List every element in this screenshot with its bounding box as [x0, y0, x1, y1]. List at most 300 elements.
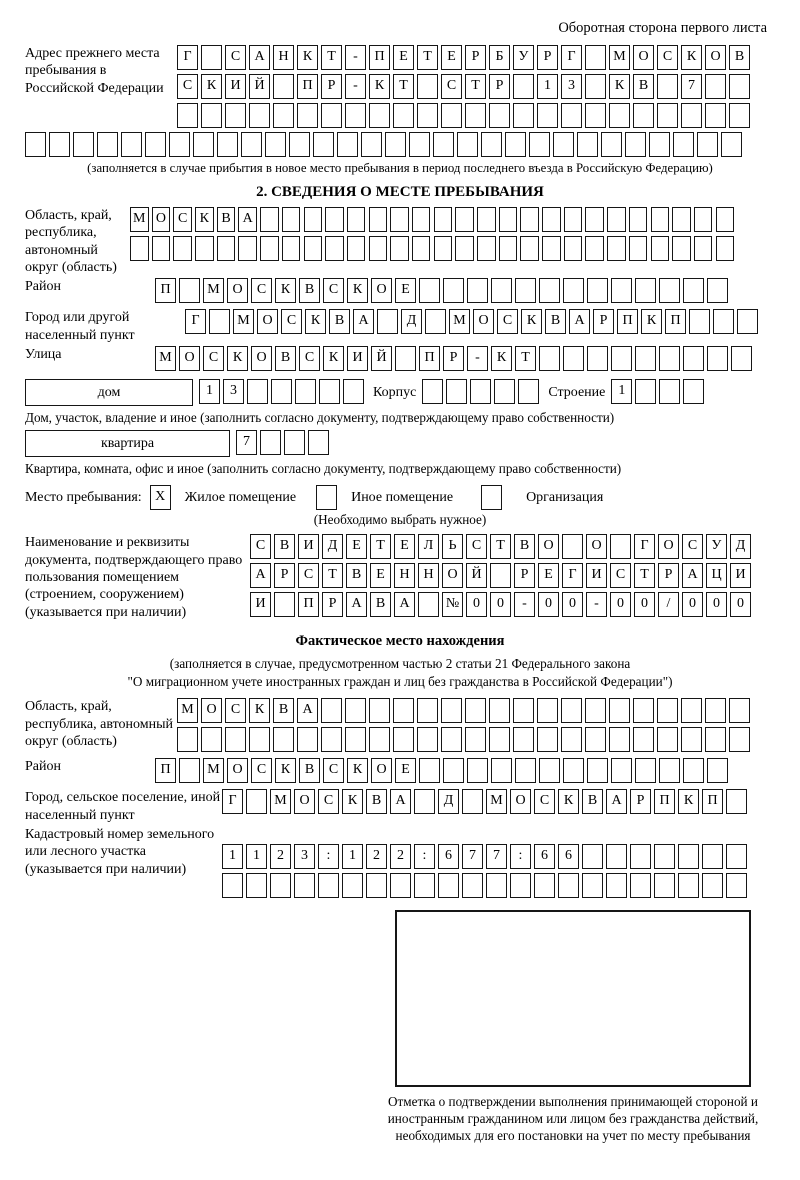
char-box[interactable]: С — [251, 758, 272, 783]
char-box[interactable] — [513, 698, 534, 723]
char-box[interactable] — [297, 727, 318, 752]
char-box[interactable]: 0 — [682, 592, 703, 617]
char-box[interactable]: Б — [489, 45, 510, 70]
char-box[interactable] — [563, 346, 584, 371]
char-box[interactable] — [683, 379, 704, 404]
char-box[interactable]: Р — [658, 563, 679, 588]
char-box[interactable] — [585, 236, 604, 261]
char-box[interactable]: А — [346, 592, 367, 617]
char-box[interactable] — [443, 278, 464, 303]
char-box[interactable] — [585, 698, 606, 723]
char-box[interactable]: А — [394, 592, 415, 617]
char-box[interactable]: К — [305, 309, 326, 334]
char-box[interactable]: К — [342, 789, 363, 814]
char-box[interactable]: Е — [395, 278, 416, 303]
char-box[interactable] — [121, 132, 142, 157]
char-box[interactable] — [654, 873, 675, 898]
char-box[interactable]: Д — [730, 534, 751, 559]
char-box[interactable] — [273, 727, 294, 752]
char-box[interactable] — [177, 103, 198, 128]
char-box[interactable]: : — [510, 844, 531, 869]
char-box[interactable]: О — [633, 45, 654, 70]
char-box[interactable] — [585, 103, 606, 128]
char-box[interactable] — [681, 103, 702, 128]
char-box[interactable]: К — [609, 74, 630, 99]
char-box[interactable]: 7 — [486, 844, 507, 869]
char-box[interactable] — [630, 873, 651, 898]
char-box[interactable] — [325, 236, 344, 261]
char-box[interactable]: : — [414, 844, 435, 869]
char-box[interactable] — [369, 103, 390, 128]
char-box[interactable]: К — [249, 698, 270, 723]
char-box[interactable]: В — [217, 207, 236, 232]
char-box[interactable] — [694, 236, 713, 261]
char-box[interactable] — [377, 309, 398, 334]
char-box[interactable] — [369, 236, 388, 261]
char-box[interactable] — [417, 103, 438, 128]
char-box[interactable] — [651, 207, 670, 232]
char-box[interactable]: К — [227, 346, 248, 371]
char-box[interactable] — [561, 698, 582, 723]
char-box[interactable] — [562, 534, 583, 559]
char-box[interactable] — [529, 132, 550, 157]
char-box[interactable] — [582, 844, 603, 869]
char-box[interactable] — [564, 236, 583, 261]
char-box[interactable] — [455, 236, 474, 261]
char-box[interactable]: 1 — [246, 844, 267, 869]
char-box[interactable]: Д — [438, 789, 459, 814]
char-box[interactable] — [537, 727, 558, 752]
char-box[interactable]: Ь — [442, 534, 463, 559]
char-box[interactable]: М — [155, 346, 176, 371]
char-box[interactable] — [241, 132, 262, 157]
char-box[interactable]: С — [251, 278, 272, 303]
char-box[interactable] — [635, 379, 656, 404]
char-box[interactable]: С — [298, 563, 319, 588]
char-box[interactable] — [635, 278, 656, 303]
char-box[interactable]: И — [586, 563, 607, 588]
char-box[interactable]: Л — [418, 534, 439, 559]
char-box[interactable]: 1 — [537, 74, 558, 99]
char-box[interactable] — [169, 132, 190, 157]
char-box[interactable]: О — [473, 309, 494, 334]
char-box[interactable]: А — [606, 789, 627, 814]
char-box[interactable]: А — [249, 45, 270, 70]
char-box[interactable] — [649, 132, 670, 157]
char-box[interactable] — [681, 698, 702, 723]
char-box[interactable]: И — [250, 592, 271, 617]
char-box[interactable] — [441, 727, 462, 752]
char-box[interactable]: В — [299, 758, 320, 783]
char-box[interactable]: Р — [322, 592, 343, 617]
char-box[interactable]: И — [225, 74, 246, 99]
char-box[interactable] — [654, 844, 675, 869]
char-box[interactable] — [395, 346, 416, 371]
char-box[interactable] — [271, 379, 292, 404]
char-box[interactable]: 0 — [730, 592, 751, 617]
char-box[interactable] — [513, 74, 534, 99]
char-box[interactable]: М — [177, 698, 198, 723]
char-box[interactable] — [177, 727, 198, 752]
char-box[interactable] — [491, 278, 512, 303]
char-box[interactable] — [707, 758, 728, 783]
char-box[interactable] — [681, 727, 702, 752]
char-box[interactable] — [342, 873, 363, 898]
char-box[interactable]: - — [514, 592, 535, 617]
char-box[interactable]: О — [179, 346, 200, 371]
char-box[interactable]: К — [323, 346, 344, 371]
char-box[interactable]: К — [275, 758, 296, 783]
char-box[interactable]: 0 — [538, 592, 559, 617]
char-box[interactable] — [564, 207, 583, 232]
char-box[interactable] — [633, 727, 654, 752]
char-box[interactable] — [630, 844, 651, 869]
char-box[interactable]: Е — [395, 758, 416, 783]
char-box[interactable]: 7 — [462, 844, 483, 869]
char-box[interactable]: Е — [441, 45, 462, 70]
char-box[interactable]: В — [545, 309, 566, 334]
char-box[interactable]: Й — [466, 563, 487, 588]
char-box[interactable] — [217, 236, 236, 261]
char-box[interactable] — [659, 758, 680, 783]
char-box[interactable]: 7 — [681, 74, 702, 99]
char-box[interactable] — [433, 132, 454, 157]
char-box[interactable] — [563, 278, 584, 303]
char-box[interactable] — [683, 278, 704, 303]
char-box[interactable] — [490, 563, 511, 588]
char-box[interactable]: Е — [393, 45, 414, 70]
char-box[interactable]: А — [569, 309, 590, 334]
char-box[interactable] — [491, 758, 512, 783]
char-box[interactable]: Е — [370, 563, 391, 588]
char-box[interactable] — [587, 346, 608, 371]
char-box[interactable] — [179, 758, 200, 783]
char-box[interactable] — [465, 103, 486, 128]
char-box[interactable] — [25, 132, 46, 157]
char-box[interactable]: В — [274, 534, 295, 559]
char-box[interactable] — [494, 379, 515, 404]
char-box[interactable]: О — [371, 278, 392, 303]
char-box[interactable]: 3 — [223, 379, 244, 404]
char-box[interactable]: С — [177, 74, 198, 99]
char-box[interactable] — [515, 758, 536, 783]
char-box[interactable]: Д — [401, 309, 422, 334]
char-box[interactable] — [467, 278, 488, 303]
char-box[interactable] — [520, 236, 539, 261]
char-box[interactable]: С — [318, 789, 339, 814]
char-box[interactable] — [246, 789, 267, 814]
char-box[interactable] — [438, 873, 459, 898]
char-box[interactable]: : — [318, 844, 339, 869]
char-box[interactable]: Р — [274, 563, 295, 588]
char-box[interactable]: В — [273, 698, 294, 723]
char-box[interactable]: П — [369, 45, 390, 70]
char-box[interactable]: О — [658, 534, 679, 559]
char-box[interactable]: 2 — [366, 844, 387, 869]
char-box[interactable]: С — [225, 698, 246, 723]
char-box[interactable] — [313, 132, 334, 157]
char-box[interactable] — [441, 103, 462, 128]
char-box[interactable]: О — [442, 563, 463, 588]
char-box[interactable] — [457, 132, 478, 157]
char-box[interactable]: О — [227, 278, 248, 303]
char-box[interactable]: Р — [443, 346, 464, 371]
char-box[interactable] — [273, 103, 294, 128]
char-box[interactable] — [417, 74, 438, 99]
char-box[interactable] — [513, 103, 534, 128]
char-box[interactable]: 3 — [294, 844, 315, 869]
char-box[interactable]: К — [521, 309, 542, 334]
char-box[interactable] — [585, 207, 604, 232]
char-box[interactable] — [390, 236, 409, 261]
char-box[interactable] — [683, 346, 704, 371]
char-box[interactable] — [513, 727, 534, 752]
char-box[interactable]: Т — [490, 534, 511, 559]
char-box[interactable]: В — [299, 278, 320, 303]
char-box[interactable] — [414, 789, 435, 814]
char-box[interactable] — [179, 278, 200, 303]
char-box[interactable]: У — [706, 534, 727, 559]
char-box[interactable]: В — [366, 789, 387, 814]
char-box[interactable] — [318, 873, 339, 898]
char-box[interactable] — [499, 236, 518, 261]
char-box[interactable]: П — [297, 74, 318, 99]
char-box[interactable] — [297, 103, 318, 128]
char-box[interactable] — [270, 873, 291, 898]
char-box[interactable]: Т — [393, 74, 414, 99]
residence-checkbox-org[interactable] — [481, 485, 502, 510]
char-box[interactable]: 6 — [438, 844, 459, 869]
char-box[interactable] — [672, 207, 691, 232]
char-box[interactable] — [577, 132, 598, 157]
char-box[interactable] — [539, 346, 560, 371]
char-box[interactable]: К — [347, 278, 368, 303]
char-box[interactable] — [657, 698, 678, 723]
char-box[interactable] — [609, 698, 630, 723]
char-box[interactable]: П — [419, 346, 440, 371]
char-box[interactable]: Т — [634, 563, 655, 588]
char-box[interactable] — [625, 132, 646, 157]
char-box[interactable]: Н — [273, 45, 294, 70]
char-box[interactable]: О — [538, 534, 559, 559]
char-box[interactable]: О — [510, 789, 531, 814]
char-box[interactable] — [249, 727, 270, 752]
char-box[interactable]: 1 — [342, 844, 363, 869]
char-box[interactable]: О — [201, 698, 222, 723]
char-box[interactable] — [659, 346, 680, 371]
char-box[interactable]: С — [299, 346, 320, 371]
char-box[interactable] — [611, 278, 632, 303]
char-box[interactable] — [294, 873, 315, 898]
char-box[interactable]: М — [609, 45, 630, 70]
char-box[interactable]: С — [281, 309, 302, 334]
char-box[interactable] — [417, 727, 438, 752]
char-box[interactable]: 2 — [390, 844, 411, 869]
char-box[interactable] — [678, 844, 699, 869]
char-box[interactable]: К — [195, 207, 214, 232]
char-box[interactable]: О — [251, 346, 272, 371]
char-box[interactable] — [737, 309, 758, 334]
char-box[interactable] — [467, 758, 488, 783]
char-box[interactable]: С — [225, 45, 246, 70]
char-box[interactable] — [629, 207, 648, 232]
char-box[interactable]: - — [586, 592, 607, 617]
char-box[interactable]: № — [442, 592, 463, 617]
char-box[interactable] — [361, 132, 382, 157]
char-box[interactable] — [462, 873, 483, 898]
char-box[interactable]: Г — [561, 45, 582, 70]
char-box[interactable] — [477, 207, 496, 232]
char-box[interactable] — [707, 278, 728, 303]
char-box[interactable] — [729, 103, 750, 128]
char-box[interactable] — [607, 236, 626, 261]
char-box[interactable] — [393, 103, 414, 128]
char-box[interactable]: А — [250, 563, 271, 588]
char-box[interactable] — [201, 45, 222, 70]
char-box[interactable] — [729, 698, 750, 723]
char-box[interactable]: 1 — [222, 844, 243, 869]
char-box[interactable] — [518, 379, 539, 404]
char-box[interactable]: О — [257, 309, 278, 334]
char-box[interactable] — [705, 103, 726, 128]
char-box[interactable] — [606, 844, 627, 869]
char-box[interactable] — [606, 873, 627, 898]
char-box[interactable]: П — [665, 309, 686, 334]
char-box[interactable] — [659, 278, 680, 303]
char-box[interactable] — [537, 698, 558, 723]
char-box[interactable] — [321, 698, 342, 723]
char-box[interactable] — [325, 207, 344, 232]
char-box[interactable] — [419, 278, 440, 303]
char-box[interactable]: Е — [394, 534, 415, 559]
char-box[interactable] — [393, 727, 414, 752]
char-box[interactable]: О — [586, 534, 607, 559]
char-box[interactable] — [369, 698, 390, 723]
char-box[interactable]: К — [275, 278, 296, 303]
char-box[interactable]: Р — [321, 74, 342, 99]
char-box[interactable] — [716, 236, 735, 261]
char-box[interactable]: О — [294, 789, 315, 814]
char-box[interactable]: 0 — [490, 592, 511, 617]
char-box[interactable] — [152, 236, 171, 261]
char-box[interactable]: - — [345, 74, 366, 99]
char-box[interactable]: М — [270, 789, 291, 814]
char-box[interactable] — [193, 132, 214, 157]
char-box[interactable] — [273, 74, 294, 99]
char-box[interactable] — [369, 207, 388, 232]
char-box[interactable]: П — [155, 278, 176, 303]
char-box[interactable] — [678, 873, 699, 898]
char-box[interactable]: С — [466, 534, 487, 559]
char-box[interactable] — [587, 278, 608, 303]
char-box[interactable]: Г — [177, 45, 198, 70]
char-box[interactable] — [694, 207, 713, 232]
char-box[interactable]: Н — [394, 563, 415, 588]
char-box[interactable] — [418, 592, 439, 617]
char-box[interactable] — [582, 873, 603, 898]
char-box[interactable] — [238, 236, 257, 261]
char-box[interactable] — [657, 103, 678, 128]
char-box[interactable]: В — [729, 45, 750, 70]
char-box[interactable] — [345, 727, 366, 752]
char-box[interactable] — [726, 789, 747, 814]
char-box[interactable] — [537, 103, 558, 128]
char-box[interactable] — [611, 758, 632, 783]
char-box[interactable]: К — [491, 346, 512, 371]
char-box[interactable]: Г — [185, 309, 206, 334]
char-box[interactable]: Г — [562, 563, 583, 588]
char-box[interactable] — [345, 698, 366, 723]
char-box[interactable] — [304, 236, 323, 261]
char-box[interactable]: В — [346, 563, 367, 588]
char-box[interactable] — [705, 74, 726, 99]
char-box[interactable]: 0 — [706, 592, 727, 617]
char-box[interactable]: У — [513, 45, 534, 70]
char-box[interactable] — [443, 758, 464, 783]
char-box[interactable] — [260, 236, 279, 261]
char-box[interactable] — [195, 236, 214, 261]
char-box[interactable] — [510, 873, 531, 898]
char-box[interactable] — [697, 132, 718, 157]
char-box[interactable]: Е — [346, 534, 367, 559]
char-box[interactable] — [726, 844, 747, 869]
char-box[interactable] — [489, 698, 510, 723]
char-box[interactable] — [726, 873, 747, 898]
char-box[interactable] — [304, 207, 323, 232]
char-box[interactable]: К — [201, 74, 222, 99]
char-box[interactable]: Д — [322, 534, 343, 559]
char-box[interactable] — [446, 379, 467, 404]
char-box[interactable] — [145, 132, 166, 157]
char-box[interactable]: Т — [465, 74, 486, 99]
char-box[interactable] — [225, 103, 246, 128]
char-box[interactable] — [515, 278, 536, 303]
char-box[interactable]: П — [654, 789, 675, 814]
char-box[interactable] — [505, 132, 526, 157]
char-box[interactable] — [321, 727, 342, 752]
char-box[interactable] — [369, 727, 390, 752]
char-box[interactable]: П — [702, 789, 723, 814]
char-box[interactable] — [366, 873, 387, 898]
char-box[interactable] — [731, 346, 752, 371]
char-box[interactable]: К — [369, 74, 390, 99]
char-box[interactable] — [173, 236, 192, 261]
char-box[interactable]: В — [582, 789, 603, 814]
char-box[interactable]: П — [155, 758, 176, 783]
char-box[interactable]: С — [534, 789, 555, 814]
char-box[interactable] — [390, 207, 409, 232]
char-box[interactable]: Г — [634, 534, 655, 559]
char-box[interactable] — [434, 207, 453, 232]
char-box[interactable] — [414, 873, 435, 898]
char-box[interactable] — [97, 132, 118, 157]
char-box[interactable] — [539, 758, 560, 783]
char-box[interactable] — [425, 309, 446, 334]
char-box[interactable] — [247, 379, 268, 404]
char-box[interactable] — [539, 278, 560, 303]
char-box[interactable] — [274, 592, 295, 617]
char-box[interactable] — [130, 236, 149, 261]
char-box[interactable] — [73, 132, 94, 157]
char-box[interactable] — [542, 207, 561, 232]
char-box[interactable]: В — [370, 592, 391, 617]
char-box[interactable] — [585, 74, 606, 99]
char-box[interactable]: Й — [249, 74, 270, 99]
char-box[interactable]: С — [497, 309, 518, 334]
char-box[interactable] — [246, 873, 267, 898]
char-box[interactable] — [441, 698, 462, 723]
char-box[interactable]: 1 — [611, 379, 632, 404]
